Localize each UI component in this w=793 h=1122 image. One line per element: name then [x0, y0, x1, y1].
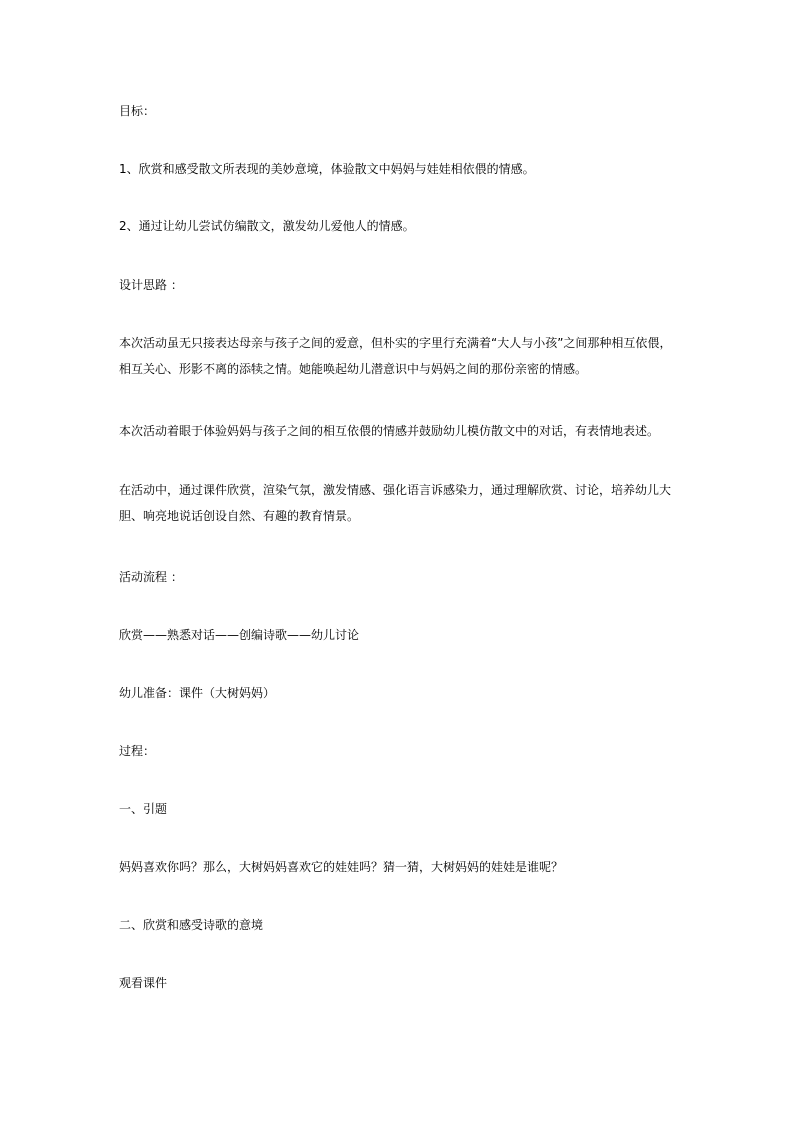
goal-item-2: 2、通过让幼儿尝试仿编散文，激发幼儿爱他人的情感。	[119, 219, 415, 233]
activity-flow-steps: 欣赏——熟悉对话——创编诗歌——幼儿讨论	[119, 628, 360, 642]
preparation-line: 幼儿准备：课件（大树妈妈）	[119, 686, 276, 700]
design-paragraph-2: 本次活动着眼于体验妈妈与孩子之间的相互依偎的情感并鼓励幼儿模仿散文中的对话，有表情地表述。	[119, 424, 660, 438]
heading-goals: 目标：	[119, 104, 156, 118]
design-paragraph-1: 本次活动虽无只接表达母亲与孩子之间的爱意，但朴实的字里行充满着“大人与小孩”之间那种相互依偎，相互关心、形影不离的添犊之情。她能唤起幼儿潜意识中与妈妈之间的那份亲密的情感。	[119, 336, 672, 376]
section-2-title: 二、欣赏和感受诗歌的意境	[119, 918, 264, 932]
heading-design-idea: 设计思路 ：	[119, 278, 183, 292]
section-1-question: 妈妈喜欢你吗？那么，大树妈妈喜欢它的娃娃吗？猜一猜，大树妈妈的娃娃是谁呢？	[119, 860, 564, 874]
heading-activity-flow: 活动流程 ：	[119, 570, 183, 584]
section-2-step: 观看课件	[119, 976, 168, 990]
heading-process: 过程：	[119, 744, 156, 758]
section-1-title: 一、引题	[119, 802, 168, 816]
design-paragraph-3: 在活动中，通过课件欣赏，渲染气氛，激发情感、强化语言诉感染力，通过理解欣赏、讨论，培养幼儿大胆、响亮地说话创设自然、有趣的教育情景。	[119, 483, 672, 523]
goal-item-1: 1、欣赏和感受散文所表现的美妙意境，体验散文中妈妈与娃娃相依偎的情感。	[119, 162, 535, 176]
